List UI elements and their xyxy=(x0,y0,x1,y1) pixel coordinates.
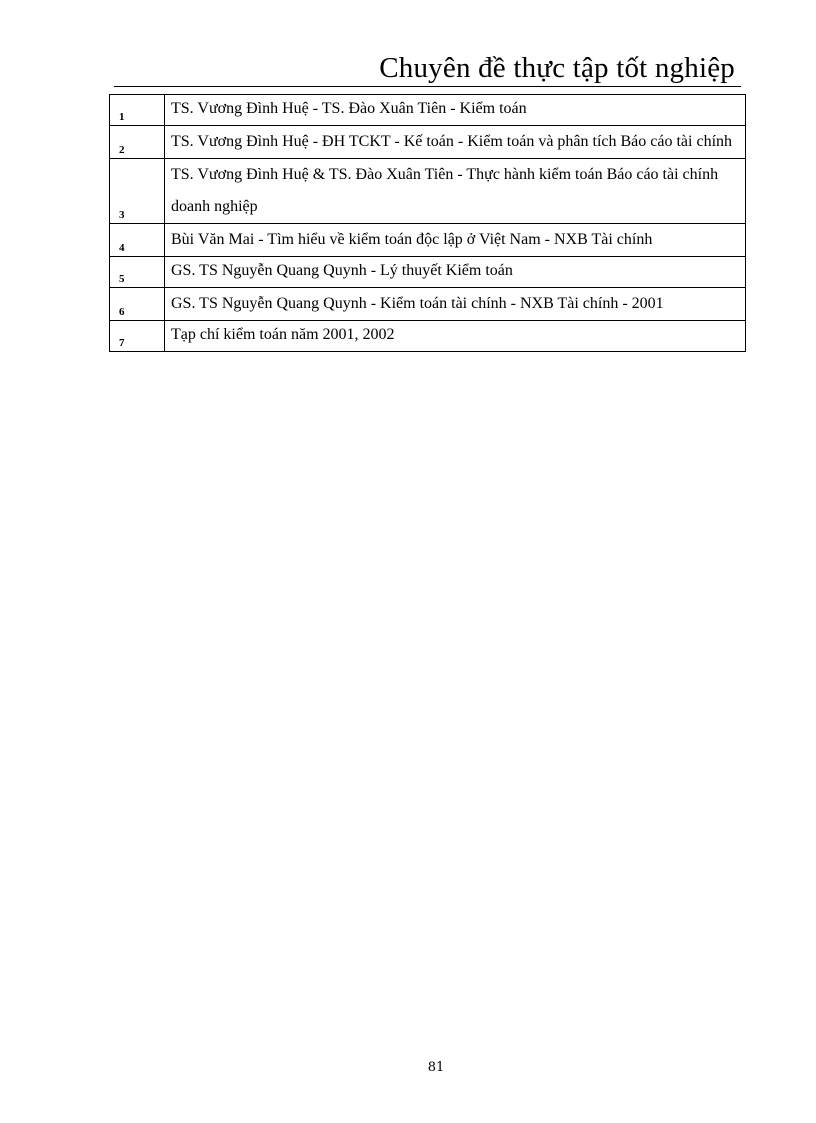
reference-text: Tạp chí kiểm toán năm 2001, 2002 xyxy=(165,321,746,352)
reference-text: TS. Vương Đình Huệ & TS. Đào Xuân Tiên - Thực hành kiểm toán Báo cáo tài chính doanh nghiệp xyxy=(165,159,746,224)
page-header xyxy=(114,50,741,87)
table-row xyxy=(110,126,746,159)
table-row xyxy=(110,224,746,257)
table-row xyxy=(110,288,746,321)
reference-text: Bùi Văn Mai - Tìm hiểu về kiểm toán độc lập ở Việt Nam - NXB Tài chính xyxy=(165,224,746,257)
page-number: 81 xyxy=(427,1060,445,1075)
references-table xyxy=(109,94,746,352)
table-row xyxy=(110,257,746,288)
row-number: 1 xyxy=(110,95,165,126)
row-number: 6 xyxy=(110,288,165,321)
row-number: 7 xyxy=(110,321,165,352)
row-number: 2 xyxy=(110,126,165,159)
row-number: 5 xyxy=(110,257,165,288)
reference-text: TS. Vương Đình Huệ - ĐH TCKT - Kế toán - Kiểm toán và phân tích Báo cáo tài chính xyxy=(165,126,746,159)
table-row xyxy=(110,95,746,126)
row-number: 4 xyxy=(110,224,165,257)
row-number: 3 xyxy=(110,159,165,224)
table-row xyxy=(110,321,746,352)
reference-text: GS. TS Nguyễn Quang Quynh - Lý thuyết Kiểm toán xyxy=(165,257,746,288)
reference-text: TS. Vương Đình Huệ - TS. Đào Xuân Tiên - Kiểm toán xyxy=(165,95,746,126)
reference-text: GS. TS Nguyễn Quang Quynh - Kiểm toán tài chính - NXB Tài chính - 2001 xyxy=(165,288,746,321)
page-title: Chuyên đề thực tập tốt nghiệp xyxy=(379,52,735,84)
table-row xyxy=(110,159,746,224)
